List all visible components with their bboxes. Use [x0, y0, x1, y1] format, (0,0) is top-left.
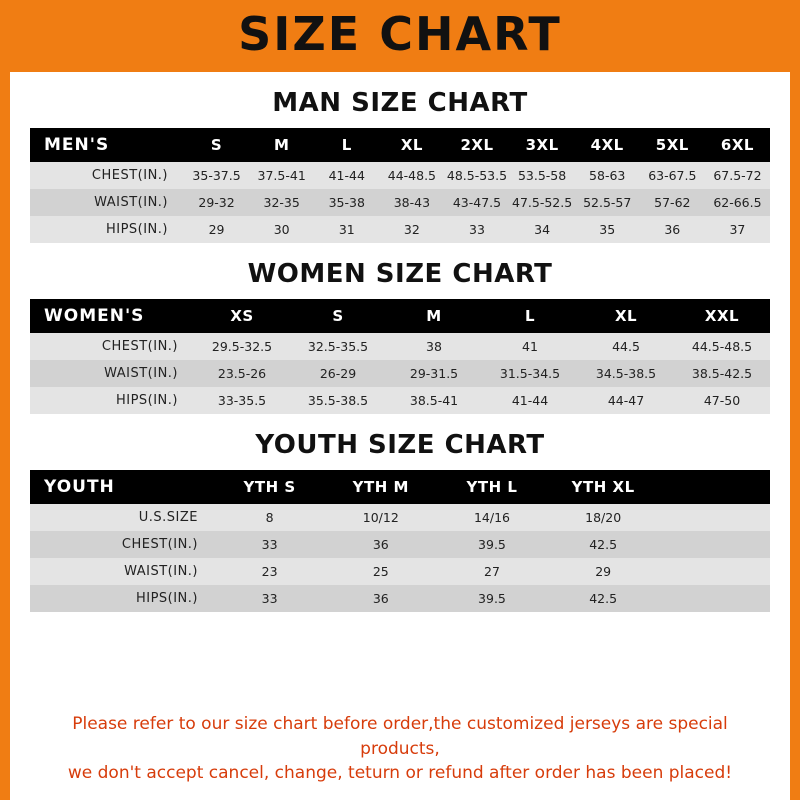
table-cell: 29-32 [198, 195, 235, 210]
table-cell: 32 [403, 222, 420, 237]
table-row [30, 216, 770, 243]
table-cell: 44.5 [612, 339, 640, 354]
row-label: CHEST(IN.) [91, 168, 168, 183]
table-cell: 36 [372, 591, 389, 606]
section-title-youth: YOUTH SIZE CHART [255, 430, 545, 460]
table-row [30, 333, 770, 360]
table-cell: 31.5-34.5 [499, 366, 561, 381]
section-title-man: MAN SIZE CHART [272, 88, 528, 118]
youth-size-table [30, 470, 770, 612]
table-cell: 44-47 [607, 393, 645, 408]
table-cell: 67.5-72 [713, 168, 762, 183]
table-header-cell: 5XL [640, 128, 705, 162]
table-cell: 38.5-41 [409, 393, 459, 408]
row-label: CHEST(IN.) [101, 339, 178, 354]
row-label: HIPS(IN.) [105, 222, 168, 237]
table-header-row [30, 470, 770, 504]
table-cell: 39.5 [478, 537, 506, 552]
table-cell: 33-35.5 [217, 393, 267, 408]
row-label: WAIST(IN.) [94, 195, 168, 210]
table-cell: 23.5-26 [217, 366, 267, 381]
table-cell: 32.5-35.5 [307, 339, 369, 354]
table-row [30, 360, 770, 387]
table-cell: 29-31.5 [409, 366, 459, 381]
page-title: SIZE CHART [238, 7, 562, 61]
table-cell: 34 [534, 222, 551, 237]
table-cell: 38 [426, 339, 442, 354]
section-title-women: WOMEN SIZE CHART [247, 259, 553, 289]
section-women [20, 259, 780, 414]
row-label: CHEST(IN.) [121, 537, 198, 552]
table-cell: 10/12 [362, 510, 399, 525]
table-cell: 23 [261, 564, 278, 579]
table-header-cell: YTH M [325, 470, 436, 504]
table-cell: 57-62 [654, 195, 691, 210]
table-cell: 41-44 [511, 393, 549, 408]
table-cell: 41 [522, 339, 538, 354]
table-cell: 36 [372, 537, 389, 552]
table-cell: 36 [664, 222, 681, 237]
table-header-cell: XXL [674, 299, 770, 333]
table-cell: 32-35 [263, 195, 300, 210]
table-header-cell: 6XL [705, 128, 770, 162]
table-cell-spacer [659, 558, 770, 585]
table-cell: 38-43 [393, 195, 431, 210]
table-header-cell: YTH S [214, 470, 325, 504]
table-header-cell: M [249, 128, 314, 162]
table-header-row [30, 299, 770, 333]
table-header-cell: YTH XL [548, 470, 659, 504]
table-row [30, 531, 770, 558]
table-header-label: YOUTH [30, 470, 214, 504]
table-cell: 33 [261, 591, 278, 606]
women-size-table [30, 299, 770, 414]
table-header-cell: L [482, 299, 578, 333]
table-cell-spacer [659, 585, 770, 612]
table-cell: 44.5-48.5 [691, 339, 753, 354]
table-cell: 39.5 [478, 591, 506, 606]
table-header-cell: 3XL [510, 128, 575, 162]
table-cell: 29 [595, 564, 612, 579]
table-header-cell: XS [194, 299, 290, 333]
footer-note-line-1: Please refer to our size chart before order,the customized jerseys are special products, [72, 714, 728, 759]
table-header-cell: L [314, 128, 379, 162]
table-cell: 44-48.5 [387, 168, 436, 183]
table-header-spacer [659, 470, 770, 504]
table-row [30, 558, 770, 585]
table-cell: 34.5-38.5 [595, 366, 657, 381]
table-cell-spacer [659, 531, 770, 558]
row-label: WAIST(IN.) [104, 366, 178, 381]
table-cell: 37.5-41 [257, 168, 306, 183]
footer-note [20, 712, 780, 786]
table-header-cell: 4XL [575, 128, 640, 162]
table-row [30, 504, 770, 531]
table-cell: 29 [208, 222, 225, 237]
table-cell: 14/16 [473, 510, 510, 525]
table-cell: 52.5-57 [583, 195, 632, 210]
table-header-row [30, 128, 770, 162]
table-cell-spacer [659, 504, 770, 531]
table-header-cell: S [290, 299, 386, 333]
table-row [30, 162, 770, 189]
table-cell: 42.5 [589, 537, 618, 552]
table-header-label: MEN'S [30, 128, 184, 162]
table-header-label: WOMEN'S [30, 299, 194, 333]
table-row [30, 387, 770, 414]
table-cell: 48.5-53.5 [446, 168, 508, 183]
table-cell: 8 [265, 510, 274, 525]
table-row [30, 585, 770, 612]
table-cell: 29.5-32.5 [211, 339, 273, 354]
table-cell: 47-50 [703, 393, 741, 408]
chart-content [10, 88, 790, 612]
table-row [30, 189, 770, 216]
footer-note-line-2: we don't accept cancel, change, teturn or refund after order has been placed! [67, 763, 733, 784]
table-cell: 53.5-58 [517, 168, 567, 183]
table-cell: 35 [599, 222, 616, 237]
row-label: HIPS(IN.) [135, 591, 198, 606]
table-header-cell: XL [578, 299, 674, 333]
section-youth [20, 430, 780, 612]
table-cell: 25 [372, 564, 389, 579]
table-header-cell: YTH L [436, 470, 547, 504]
table-cell: 42.5 [589, 591, 618, 606]
row-label: U.S.SIZE [138, 510, 198, 525]
table-cell: 30 [273, 222, 290, 237]
table-cell: 62-66.5 [713, 195, 762, 210]
table-cell: 35-37.5 [192, 168, 241, 183]
table-cell: 41-44 [328, 168, 365, 183]
table-header-cell: S [184, 128, 249, 162]
table-cell: 38.5-42.5 [691, 366, 753, 381]
row-label: WAIST(IN.) [124, 564, 198, 579]
row-label: HIPS(IN.) [115, 393, 178, 408]
man-size-table [30, 128, 770, 243]
table-header-cell: 2XL [444, 128, 509, 162]
header-band [0, 0, 800, 72]
table-cell: 31 [338, 222, 355, 237]
table-cell: 37 [729, 222, 746, 237]
table-cell: 35.5-38.5 [307, 393, 369, 408]
table-header-cell: M [386, 299, 482, 333]
table-cell: 63-67.5 [648, 168, 697, 183]
table-cell: 33 [261, 537, 278, 552]
table-cell: 35-38 [328, 195, 365, 210]
table-cell: 47.5-52.5 [512, 195, 573, 210]
table-cell: 27 [484, 564, 500, 579]
table-cell: 58-63 [589, 168, 626, 183]
table-cell: 26-29 [319, 366, 357, 381]
section-man [20, 88, 780, 243]
table-cell: 33 [469, 222, 485, 237]
table-cell: 18/20 [585, 510, 622, 525]
table-cell: 43-47.5 [452, 195, 502, 210]
table-header-cell: XL [379, 128, 444, 162]
